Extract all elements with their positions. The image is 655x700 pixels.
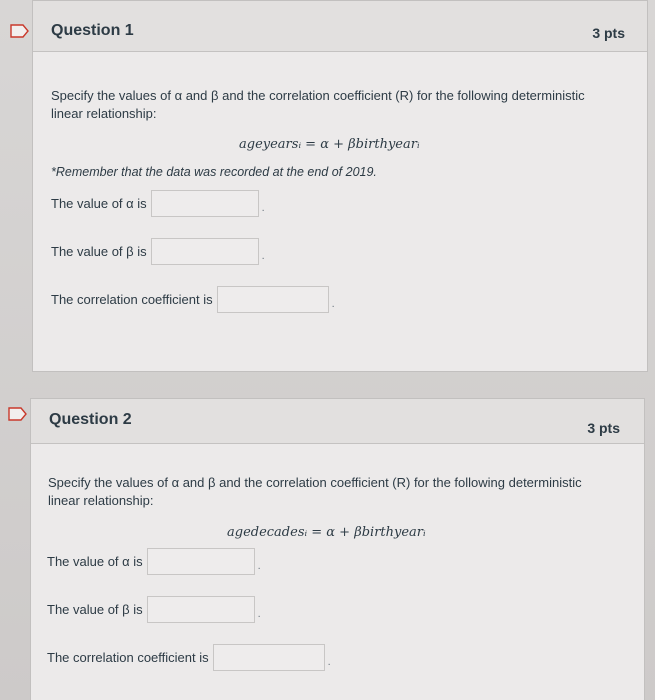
question-1-corr-period: . — [331, 298, 335, 310]
question-1 — [32, 0, 648, 372]
question-1-corr-label: The correlation coefficient is — [51, 292, 213, 307]
question-2-beta-row — [47, 596, 261, 623]
question-1-note: *Remember that the data was recorded at the end of 2019. — [51, 165, 377, 179]
question-2-corr-input[interactable] — [213, 644, 325, 671]
question-1-alpha-label: The value of α is — [51, 196, 147, 211]
question-2-prompt: Specify the values of α and β and the correlation coefficient (R) for the following deterministic linear relationship: — [48, 475, 582, 508]
question-1-beta-period: . — [261, 250, 265, 262]
question-2-alpha-label: The value of α is — [47, 554, 143, 569]
question-1-title: Question 1 — [51, 22, 134, 39]
question-2-beta-period: . — [257, 608, 261, 620]
question-2-corr-period: . — [327, 656, 331, 668]
question-1-prompt: Specify the values of α and β and the correlation coefficient (R) for the following deterministic linear relationship: — [51, 88, 585, 121]
question-1-beta-row — [51, 238, 265, 265]
question-2-corr-label: The correlation coefficient is — [47, 650, 209, 665]
question-1-alpha-period: . — [261, 202, 265, 214]
question-2-beta-label: The value of β is — [47, 602, 143, 617]
question-2-alpha-row — [47, 548, 261, 575]
question-2-formula: agedecadesᵢ = α + βbirthyearᵢ — [227, 525, 426, 540]
question-1-beta-label: The value of β is — [51, 244, 147, 259]
question-1-alpha-input[interactable] — [151, 190, 259, 217]
question-1-points: 3 pts — [592, 25, 625, 41]
question-2-points: 3 pts — [587, 420, 620, 436]
question-2-corr-row — [47, 644, 331, 671]
question-1-formula: ageyearsᵢ = α + βbirthyearᵢ — [239, 137, 420, 152]
question-1-corr-input[interactable] — [217, 286, 329, 313]
question-2-title: Question 2 — [49, 411, 132, 428]
question-2-alpha-period: . — [257, 560, 261, 572]
question-2-header — [31, 399, 644, 444]
flag-question-1-icon[interactable] — [10, 24, 30, 38]
question-1-alpha-row — [51, 190, 265, 217]
question-1-beta-input[interactable] — [151, 238, 259, 265]
question-1-corr-row — [51, 286, 335, 313]
question-1-header — [33, 1, 647, 52]
flag-question-2-icon[interactable] — [8, 407, 28, 421]
question-2-beta-input[interactable] — [147, 596, 255, 623]
question-2-alpha-input[interactable] — [147, 548, 255, 575]
question-2 — [30, 398, 645, 700]
